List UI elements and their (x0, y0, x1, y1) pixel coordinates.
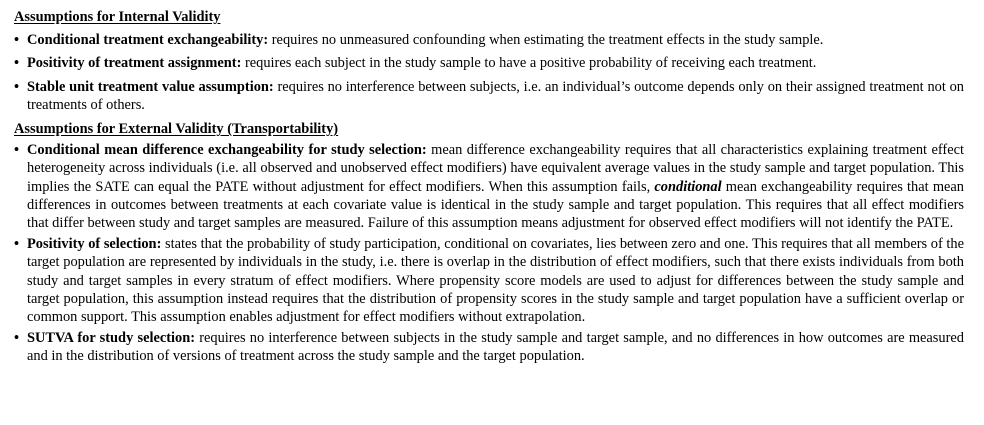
definition-text: requires each subject in the study sample to have a positive probability of receiving each treatment. (241, 55, 817, 72)
list-item-conditional-mean-difference-exchangeability (14, 141, 964, 232)
bullet-icon: • (14, 142, 20, 159)
bullet-icon: • (14, 330, 20, 347)
term-label: Positivity of treatment assignment: (27, 55, 242, 72)
list-item-sutva-for-study-selection (14, 329, 964, 365)
definition-text: requires no interference between subjects, i.e. an individual’s outcome depends only on their assigned treatment not on treatments of others. (27, 78, 964, 113)
list-item-conditional-treatment-exchangeability (14, 31, 964, 49)
definition-text: states that the probability of study participation, conditional on covariates, lies between zero and one. This requires that all members of the target population are represented by individuals in the study, i.e. there is overlap in the distribution of effect modifiers, such that there exists individuals from both study and target samples in every stratum of effect modifiers. Where propensity score models are used to adjust for differences between the study sample and target population, this assumption instead requires that the distribution of propensity scores in the study sample and target population have a sufficient overlap or common support. This assumption enables adjustment for effect modifiers without extrapolation. (27, 236, 964, 326)
bullet-icon: • (14, 32, 20, 49)
definition-text: requires no interference between subjects in the study sample and target sample, and no differences in how outcomes are measured and in the distribution of versions of treatment across the study sample and the target population. (27, 330, 964, 365)
term-label: Stable unit treatment value assumption: (27, 78, 274, 95)
definition-text-after: mean exchangeability requires that mean differences in outcomes between treatments at each covariate value is identical in the study sample and target population. This requires that all effect modifiers that differ between study and target samples are measured. Failure of this assumption means adjustment for observed effect modifiers will not identify the PATE. (27, 178, 964, 232)
internal-validity-heading: Assumptions for Internal Validity (14, 9, 221, 25)
bullet-icon: • (14, 236, 20, 253)
list-item-positivity-of-selection (14, 235, 964, 326)
term-label: Positivity of selection: (27, 236, 162, 253)
bullet-icon: • (14, 78, 20, 95)
term-label: Conditional treatment exchangeability: (27, 32, 269, 49)
list-item-positivity-of-treatment-assignment (14, 54, 964, 72)
external-validity-heading: Assumptions for External Validity (Transportability) (14, 121, 339, 138)
list-item-stable-unit-treatment-value (14, 78, 964, 114)
emphasis-text: conditional (654, 178, 722, 195)
definition-text: requires no unmeasured confounding when estimating the treatment effects in the study sample. (268, 32, 824, 49)
internal-validity-list (14, 31, 964, 114)
definition-text-before: mean difference exchangeability requires that all characteristics explaining treatment effect heterogeneity across individuals (i.e. all observed and unobserved effect modifiers) have equivalent average values in the study sample and target population. This implies the SATE can equal the PATE without adjustment for effect modifiers. When this assumption fails, (27, 142, 964, 195)
external-validity-list (14, 141, 964, 365)
term-label: Conditional mean difference exchangeability for study selection: (27, 142, 427, 159)
term-label: SUTVA for study selection: (27, 330, 196, 347)
bullet-icon: • (14, 55, 20, 72)
